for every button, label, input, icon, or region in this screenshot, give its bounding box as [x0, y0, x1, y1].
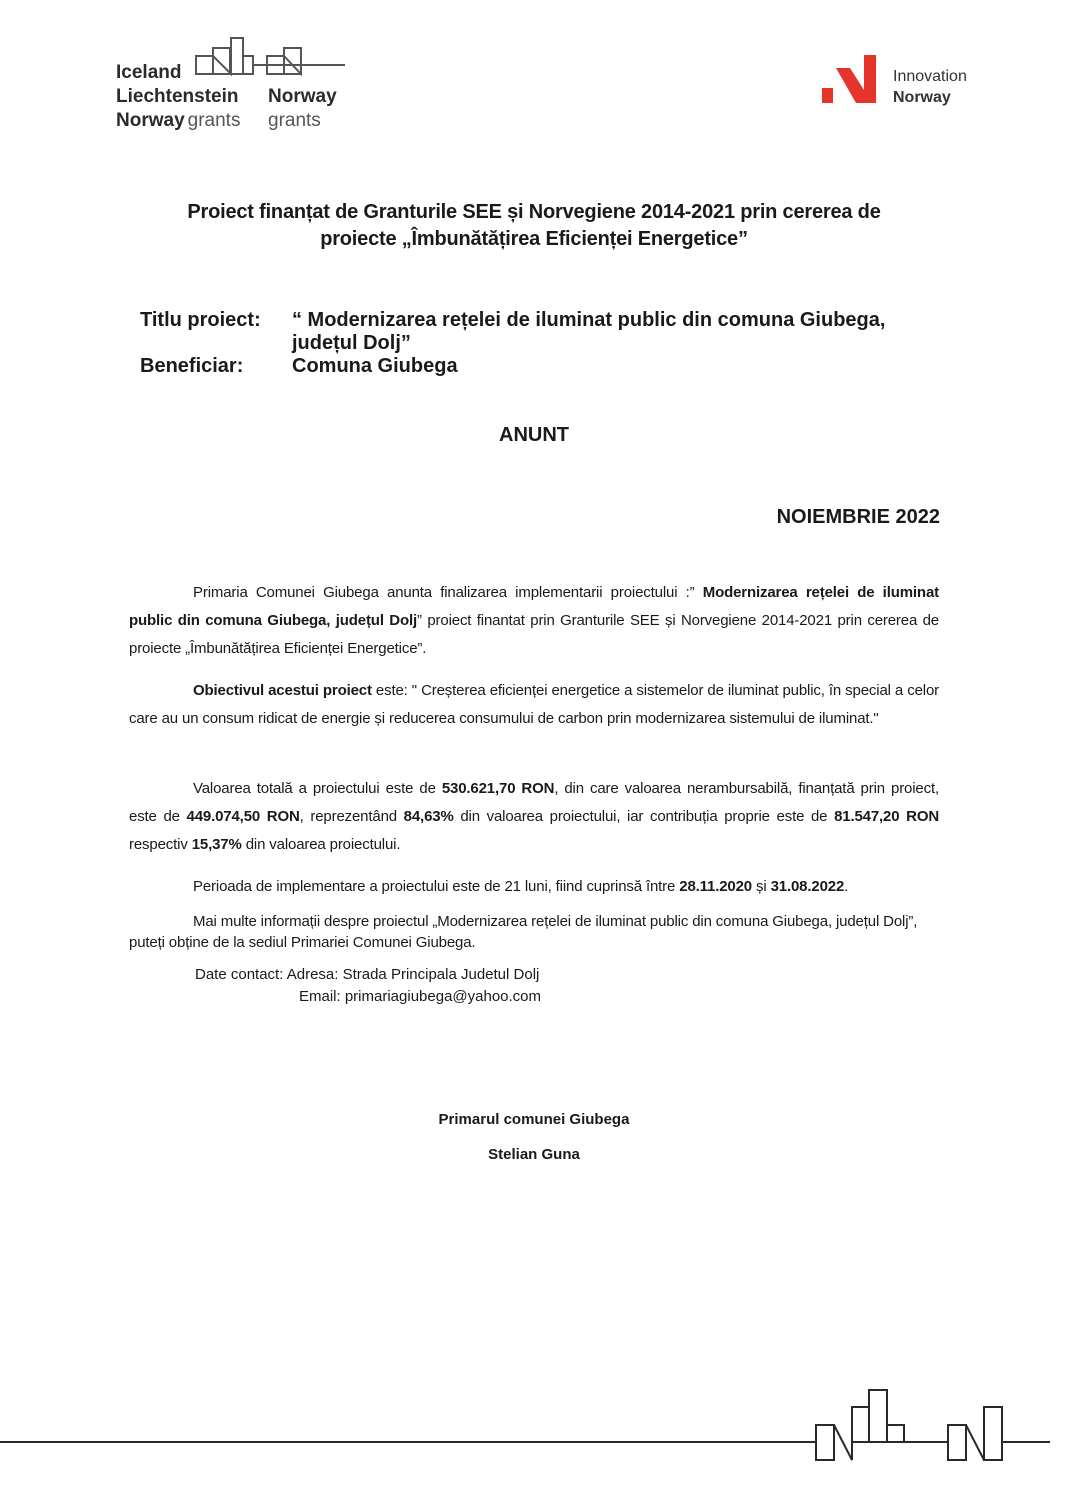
project-title-line1: “ Modernizarea rețelei de iluminat public din comuna Giubega, [292, 309, 886, 331]
grant-percent: 84,63% [403, 808, 454, 825]
contact-address: Date contact: Adresa: Strada Principala Judetul Dolj [195, 966, 540, 983]
project-name-bold: Modernizarea rețelei de iluminat public din comuna Giubega, județul Dolj [129, 584, 939, 629]
funding-title-line2: proiecte „Îmbunătățirea Eficienței Energetice” [320, 228, 748, 250]
total-value: 530.621,70 RON [441, 780, 555, 797]
grant-value: 449.074,50 RON [186, 808, 300, 825]
logo-text-norway: Norway [268, 86, 337, 107]
logo-text-norway: Norway [893, 89, 951, 106]
innovation-norway-wordmark [893, 66, 967, 108]
logo-text-iceland: Iceland [116, 62, 182, 83]
text: . [844, 878, 849, 895]
eea-skyline-icon [195, 36, 425, 78]
paragraph-objective [129, 677, 939, 733]
text: din valoarea proiectului, iar contribuția proprie este de [453, 808, 835, 825]
own-contribution-percent: 15,37% [191, 836, 242, 853]
text: respectiv [129, 836, 192, 853]
paragraph-financial [129, 775, 939, 859]
contact-email[interactable]: Email: primariagiubega@yahoo.com [299, 988, 542, 1005]
paragraph-period [129, 873, 939, 901]
project-title-line2: județul Dolj” [292, 332, 411, 354]
beneficiary-value: Comuna Giubega [292, 355, 458, 377]
paragraph-more-info [129, 911, 939, 953]
project-title-value [292, 309, 952, 355]
logo-text-innovation: Innovation [893, 68, 967, 85]
text: este: " Creșterea eficienței energetice a sistemelor de iluminat public, în special a celor care au un consum ridicat de energie și reducerea consumului de carbon prin modernizarea sistemului de iluminat." [129, 682, 939, 727]
text: din valoarea proiectului. [241, 836, 401, 853]
text: Valoarea totală a proiectului este de [193, 780, 442, 797]
funding-title-line1: Proiect finanțat de Granturile SEE și Norvegiene 2014-2021 prin cererea de [187, 201, 881, 223]
funding-title [120, 199, 948, 253]
signature-name: Stelian Guna [488, 1146, 580, 1163]
footer-divider [0, 1441, 770, 1443]
project-title-label: Titlu proiect: [140, 309, 261, 331]
innovation-norway-logo [820, 52, 990, 112]
text: Primaria Comunei Giubega anunta finalizarea implementarii proiectului :” [193, 584, 695, 601]
own-contribution-value: 81.547,20 RON [834, 808, 940, 825]
logo-text-grants: grants [268, 110, 321, 131]
contact-info [195, 964, 541, 1008]
text: , reprezentând [299, 808, 404, 825]
innovation-norway-mark-icon [820, 52, 880, 108]
footer-skyline-icon [770, 1385, 1060, 1465]
text: Mai multe informații despre proiectul „Modernizarea rețelei de iluminat public din comuna Giubega, județul Dolj”, puteți obține de la sediul Primariei Comunei Giubega. [129, 913, 918, 951]
text: ” proiect finantat prin Granturile SEE și Norvegiene 2014-2021 prin cererea de proiecte „Îmbunătățirea Eficienței Energetice”. [129, 612, 939, 657]
announcement-date: NOIEMBRIE 2022 [776, 506, 940, 528]
paragraph-completion [129, 579, 939, 663]
text: și [752, 878, 771, 895]
end-date: 31.08.2022 [770, 878, 845, 895]
start-date: 28.11.2020 [679, 878, 752, 895]
logo-text-norway-grants: Norway grants [116, 110, 241, 131]
objective-label: Obiectivul acestui proiect [193, 682, 372, 699]
signature-title: Primarul comunei Giubega [438, 1111, 630, 1128]
eea-norway-grants-logo [116, 36, 356, 136]
text: , din care valoarea nerambursabilă, finanțată prin proiect, este de [129, 780, 939, 825]
beneficiary-label: Beneficiar: [140, 355, 244, 377]
text: Perioada de implementare a proiectului este de 21 luni, fiind cuprinsă între [193, 878, 680, 895]
logo-text-liechtenstein: Liechtenstein [116, 86, 239, 107]
announcement-heading: ANUNT [499, 424, 569, 446]
